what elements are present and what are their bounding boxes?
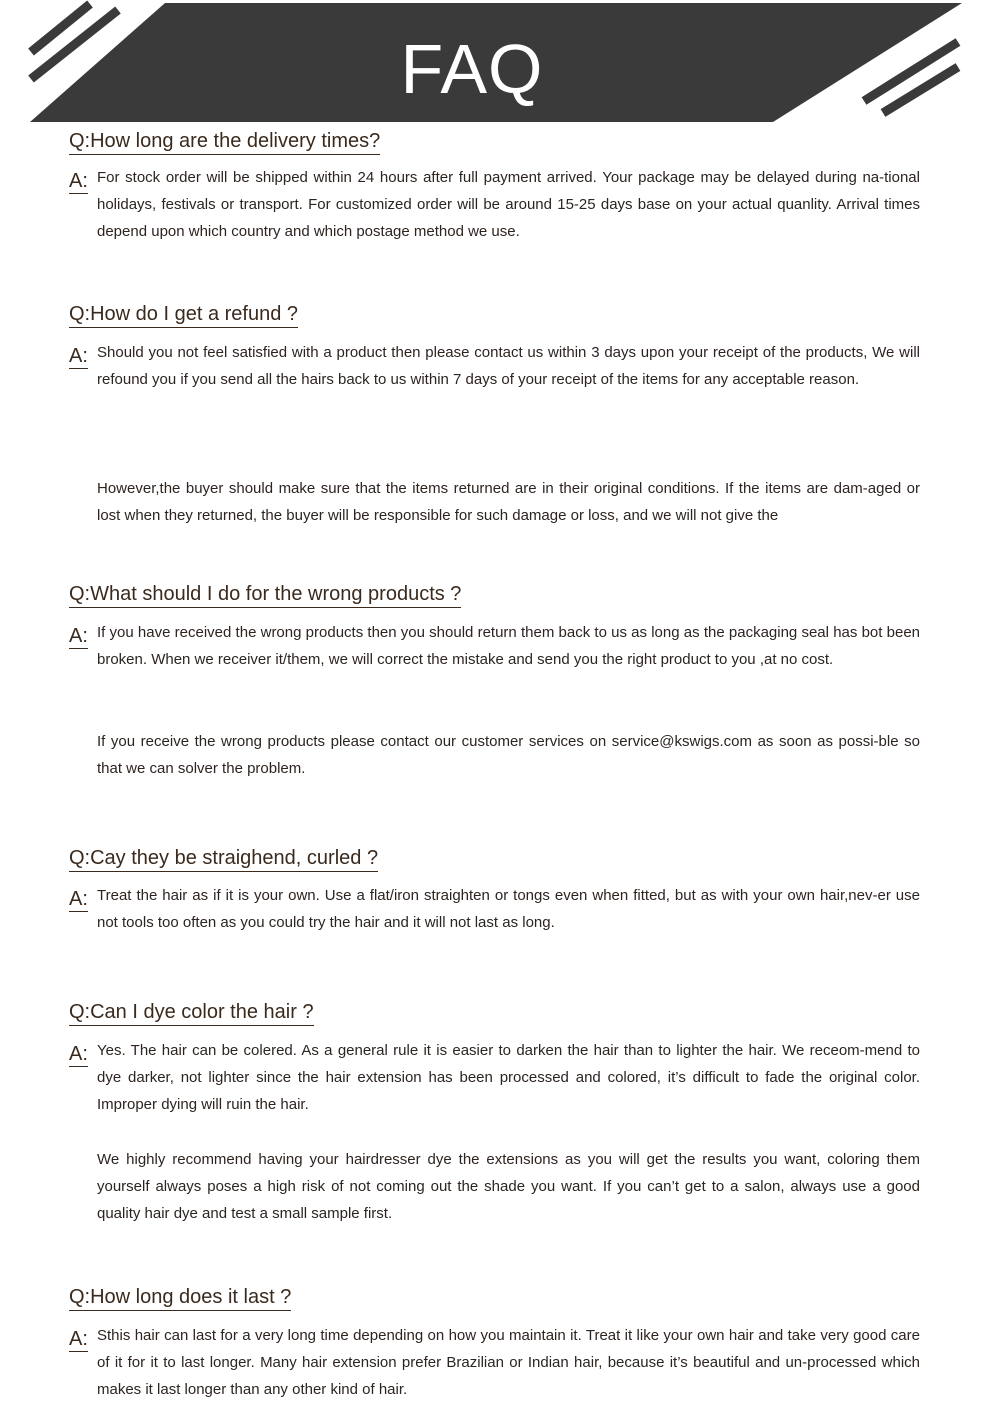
page-title: FAQ <box>400 30 544 108</box>
faq-question-refund: Q:How do I get a refund ? <box>69 301 298 328</box>
faq-answer-wrong-products-contact: If you receive the wrong products please contact our customer services on service@kswigs.com as soon as possi-ble so that we can solver the problem. <box>97 733 920 777</box>
answer-label: A: <box>69 1328 88 1350</box>
faq-question-delivery: Q:How long are the delivery times? <box>69 128 380 155</box>
faq-answer-wrong-products: If you have received the wrong products then you should return them back to us as long as the packaging seal has bot been broken. When we receiver it/them, we will correct the mistake and send you the right product to you ,at no cost. <box>97 624 920 668</box>
faq-question-dye: Q:Can I dye color the hair ? <box>69 999 314 1026</box>
faq-answer-lifespan: Sthis hair can last for a very long time depending on how you maintain it. Treat it like your own hair and take very good care of it for it to last longer. Many hair extension prefer Brazilian or Indian hair, because it’s beautiful and un-processed which makes it last longer than any other kind of hair. <box>97 1327 920 1398</box>
faq-answer-refund: Should you not feel satisfied with a product then please contact us within 3 days upon your receipt of the products, We will refound you if you send all the hairs back to us within 7 days of your receipt of the items for any acceptable reason. <box>97 344 920 388</box>
answer-label: A: <box>69 345 88 367</box>
faq-answer-delivery: For stock order will be shipped within 24 hours after full payment arrived. Your package may be delayed during na-tional holidays, festivals or transport. For customized order will be around 15-25 days base on your actual quanlity. Arrival times depend upon which country and which postage method we use. <box>97 169 920 240</box>
faq-question-styling: Q:Cay they be straighend, curled ? <box>69 845 378 872</box>
answer-label: A: <box>69 625 88 647</box>
answer-label: A: <box>69 170 88 192</box>
faq-answer-dye-recommendation: We highly recommend having your hairdresser dye the extensions as you will get the results you want, coloring them yourself always poses a high risk of not coming out the shade you want. If you can’t get to a salon, always use a good quality hair dye and test a small sample first. <box>97 1151 920 1222</box>
faq-answer-dye: Yes. The hair can be colered. As a general rule it is easier to darken the hair than to lighter the hair. We receom-mend to dye darker, not lighter since the hair extension has been processed and colored, it’s difficult to fade the original color. Improper dying will ruin the hair. <box>97 1042 920 1113</box>
faq-banner <box>0 0 990 125</box>
answer-label: A: <box>69 1043 88 1065</box>
answer-label: A: <box>69 888 88 910</box>
faq-question-wrong-products: Q:What should I do for the wrong products ? <box>69 581 461 608</box>
faq-question-lifespan: Q:How long does it last ? <box>69 1284 291 1311</box>
faq-answer-styling: Treat the hair as if it is your own. Use a flat/iron straighten or tongs even when fitted, but as with your own hair,nev-er use not tools too often as you could try the hair and it will not last as long. <box>97 887 920 931</box>
faq-answer-refund-note: However,the buyer should make sure that the items returned are in their original conditions. If the items are dam-aged or lost when they returned, the buyer will be responsible for such damage or loss, and we will not give the <box>97 480 920 524</box>
